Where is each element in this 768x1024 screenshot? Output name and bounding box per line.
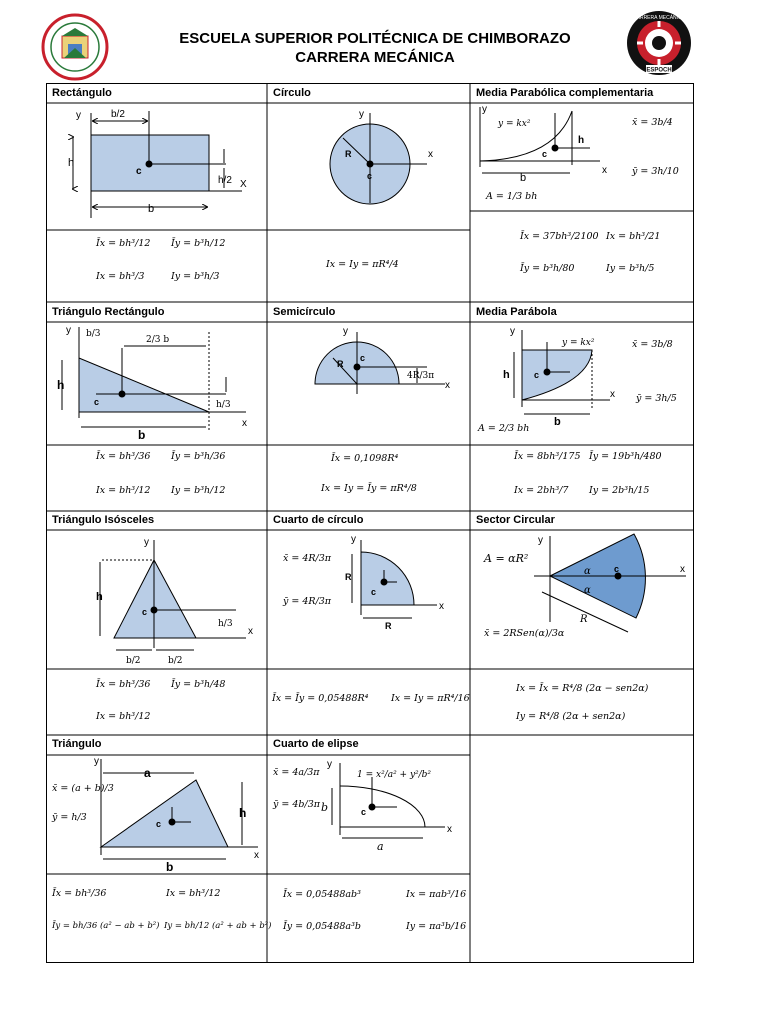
- label-4r-3pi: 4R/3π: [407, 371, 435, 381]
- triangle-formula-iy-bar: Īy = bh/36 (a² − ab + b²): [52, 921, 160, 931]
- label-c: c: [371, 587, 377, 597]
- label-b: b: [554, 416, 561, 428]
- institution-title: ESCUELA SUPERIOR POLITÉCNICA DE CHIMBORAZO: [179, 30, 571, 47]
- mpc-centroid-y: ȳ = 3h/10: [632, 166, 679, 177]
- label-h: h: [57, 378, 65, 392]
- label-c: c: [542, 149, 548, 159]
- sector-formula-iy: Iy = R⁴/8 (2α + sen2α): [516, 711, 626, 722]
- label-h: h: [96, 591, 103, 603]
- quarter-formula-ixy: Ix = Iy = πR⁴/16: [391, 693, 470, 704]
- label-b-third: b/3: [86, 329, 101, 339]
- semicircle-title: Semicírculo: [273, 306, 336, 318]
- label-b: b: [321, 801, 329, 814]
- mpc-formula-iy-bar: Īy = b³h/80: [520, 263, 575, 274]
- label-y: y: [538, 535, 543, 546]
- label-c: c: [156, 819, 162, 829]
- mp-formula-ix: Ix = 2bh³/7: [514, 485, 569, 496]
- mp-formula-ix-bar: Īx = 8bh³/175: [514, 451, 581, 462]
- ellipse-formula-iy: Iy = πa³b/16: [406, 921, 467, 932]
- label-b: b: [138, 428, 146, 442]
- label-r: R: [345, 149, 352, 159]
- label-c: c: [360, 353, 366, 363]
- triangle-formula-ix: Ix = bh³/12: [166, 888, 221, 899]
- quarter-formula-ixy-bar: Īx = Īy = 0,05488R⁴: [272, 693, 369, 704]
- label-x: X: [240, 179, 247, 190]
- right-triangle-formula-ix-bar: Īx = bh³/36: [96, 451, 151, 462]
- quarter-circle-title: Cuarto de círculo: [273, 514, 364, 526]
- label-y: y: [144, 537, 149, 548]
- label-r-vertical: R: [345, 572, 352, 582]
- right-triangle-title: Triángulo Rectángulo: [52, 306, 165, 318]
- sector-title: Sector Circular: [476, 514, 555, 526]
- ellipse-formula-ix-bar: Īx = 0,05488ab³: [283, 889, 361, 900]
- label-c: c: [142, 607, 148, 617]
- label-h-third: h/3: [216, 400, 231, 410]
- mpc-area: A = 1/3 bh: [486, 191, 538, 202]
- label-y: y: [343, 326, 348, 337]
- isosceles-title: Triángulo Isósceles: [52, 514, 155, 526]
- label-b: b: [166, 860, 174, 874]
- sector-area: A = αR²: [484, 552, 529, 565]
- label-r-horizontal: R: [385, 621, 392, 631]
- label-two-thirds-b: 2/3 b: [146, 335, 170, 345]
- label-h: h: [239, 806, 247, 820]
- rect-formula-iy: Iy = b³h/3: [171, 271, 220, 282]
- logo-bottom-text: ESPOCH: [646, 67, 672, 74]
- label-y: y: [94, 756, 99, 767]
- label-x: x: [242, 418, 247, 429]
- half-parabola-title: Media Parábola: [476, 306, 557, 318]
- label-c: c: [614, 564, 620, 574]
- mp-formula-iy: Iy = 2b³h/15: [589, 485, 650, 496]
- mpc-centroid-x: x̄ = 3b/4: [632, 117, 673, 128]
- label-h-half: h/2: [218, 175, 232, 186]
- sector-centroid-x: x̄ = 2RSen(α)/3α: [484, 628, 565, 639]
- label-b-half-right: b/2: [168, 656, 183, 666]
- formula-sheet: [46, 83, 694, 963]
- label-y: y: [510, 326, 515, 337]
- right-triangle-formula-ix: Ix = bh³/12: [96, 485, 151, 496]
- triangle-centroid-y: ȳ = h/3: [52, 812, 87, 823]
- label-x: x: [610, 389, 615, 400]
- label-b: b: [148, 203, 155, 215]
- rect-formula-ix: Ix = bh³/3: [96, 271, 145, 282]
- mpc-formula-ix-bar: Īx = 37bh³/2100: [520, 231, 599, 242]
- label-alpha-bottom: α: [584, 585, 591, 596]
- triangle-centroid-x: x̄ = (a + b)/3: [52, 783, 114, 794]
- label-c: c: [94, 397, 100, 407]
- mpc-formula-ix: Ix = bh³/21: [606, 231, 661, 242]
- label-b-half: b/2: [111, 109, 125, 120]
- label-x: x: [680, 564, 685, 575]
- logo-top-text: CARRERA MECÁNICA: [633, 15, 685, 21]
- ellipse-formula-iy-bar: Īy = 0,05488a³b: [283, 921, 361, 932]
- label-y: y: [327, 759, 332, 770]
- ellipse-centroid-y: ȳ = 4b/3π: [273, 799, 320, 810]
- right-triangle-formula-iy: Iy = b³h/12: [171, 485, 226, 496]
- mpc-equation: y = kx²: [498, 119, 531, 129]
- label-b-half-left: b/2: [126, 656, 141, 666]
- label-a: a: [144, 766, 151, 780]
- label-r: R: [337, 359, 344, 369]
- label-y: y: [76, 110, 81, 121]
- right-triangle-figure: [46, 322, 267, 445]
- sector-figure: [470, 530, 694, 669]
- label-y: y: [66, 325, 71, 336]
- label-x: x: [602, 165, 607, 176]
- label-x: x: [428, 149, 433, 160]
- quarter-centroid-x: x̄ = 4R/3π: [283, 553, 332, 564]
- page-header: [0, 0, 768, 84]
- right-triangle-formula-iy-bar: Īy = b³h/36: [171, 451, 226, 462]
- ellipse-centroid-x: x̄ = 4a/3π: [273, 767, 320, 778]
- label-a: a: [377, 840, 384, 853]
- mp-area: A = 2/3 bh: [478, 423, 530, 434]
- label-y: y: [351, 534, 356, 545]
- isosceles-formula-iy-bar: Īy = b³h/48: [171, 679, 226, 690]
- semicircle-formula-ix-bar: Īx = 0,1098R⁴: [331, 453, 399, 464]
- label-y: y: [482, 104, 487, 115]
- semicircle-formula-ix: Ix = Iy = Īy = πR⁴/8: [321, 483, 417, 494]
- sector-formula-ix: Ix = Īx = R⁴/8 (2α − sen2α): [516, 683, 649, 694]
- triangle-title: Triángulo: [52, 738, 102, 750]
- circle-title: Círculo: [273, 87, 311, 99]
- mpc-title: Media Parabólica complementaria: [476, 87, 654, 99]
- label-x: x: [254, 850, 259, 861]
- ellipse-formula-ix: Ix = πab³/16: [406, 889, 467, 900]
- triangle-formula-iy: Iy = bh/12 (a² + ab + b²): [164, 921, 272, 931]
- isosceles-formula-ix: Ix = bh³/12: [96, 711, 151, 722]
- semicircle-figure: [267, 322, 470, 445]
- mp-formula-iy-bar: Īy = 19b³h/480: [589, 451, 662, 462]
- rectangle-figure: [46, 103, 267, 230]
- label-x: x: [439, 601, 444, 612]
- isosceles-figure: [46, 530, 267, 669]
- rect-formula-iy-bar: Īy = b³h/12: [171, 238, 226, 249]
- rect-title: Rectángulo: [52, 87, 112, 99]
- label-c: c: [361, 807, 367, 817]
- label-alpha-top: α: [584, 566, 591, 577]
- isosceles-formula-ix-bar: Īx = bh³/36: [96, 679, 151, 690]
- rect-formula-ix-bar: Īx = bh³/12: [96, 238, 151, 249]
- carrera-mecanica-logo: [626, 10, 692, 76]
- ellipse-equation: 1 = x²/a² + y²/b²: [357, 770, 432, 780]
- label-y: y: [359, 109, 364, 120]
- mp-centroid-y: ȳ = 3h/5: [636, 393, 677, 404]
- triangle-formula-ix-bar: Īx = bh³/36: [52, 888, 107, 899]
- mp-equation: y = kx²: [562, 338, 595, 348]
- label-h-third: h/3: [218, 619, 233, 629]
- label-h: h: [578, 135, 585, 146]
- label-c: c: [534, 370, 540, 380]
- label-c: c: [367, 171, 373, 181]
- mpc-formula-iy: Iy = b³h/5: [606, 263, 655, 274]
- espoch-seal-logo: [40, 12, 110, 82]
- label-h: h: [68, 157, 75, 169]
- circle-figure: [267, 103, 470, 230]
- label-r: R: [580, 614, 588, 625]
- circle-formula: Ix = Iy = πR⁴/4: [326, 259, 399, 270]
- quarter-centroid-y: ȳ = 4R/3π: [283, 596, 332, 607]
- label-x: x: [445, 380, 450, 391]
- label-x: x: [248, 626, 253, 637]
- mp-centroid-x: x̄ = 3b/8: [632, 339, 673, 350]
- quarter-ellipse-title: Cuarto de elipse: [273, 738, 359, 750]
- label-c: c: [136, 166, 142, 177]
- program-title: CARRERA MECÁNICA: [295, 49, 455, 66]
- label-x: x: [447, 824, 452, 835]
- label-b: b: [520, 172, 527, 184]
- label-h: h: [503, 369, 510, 381]
